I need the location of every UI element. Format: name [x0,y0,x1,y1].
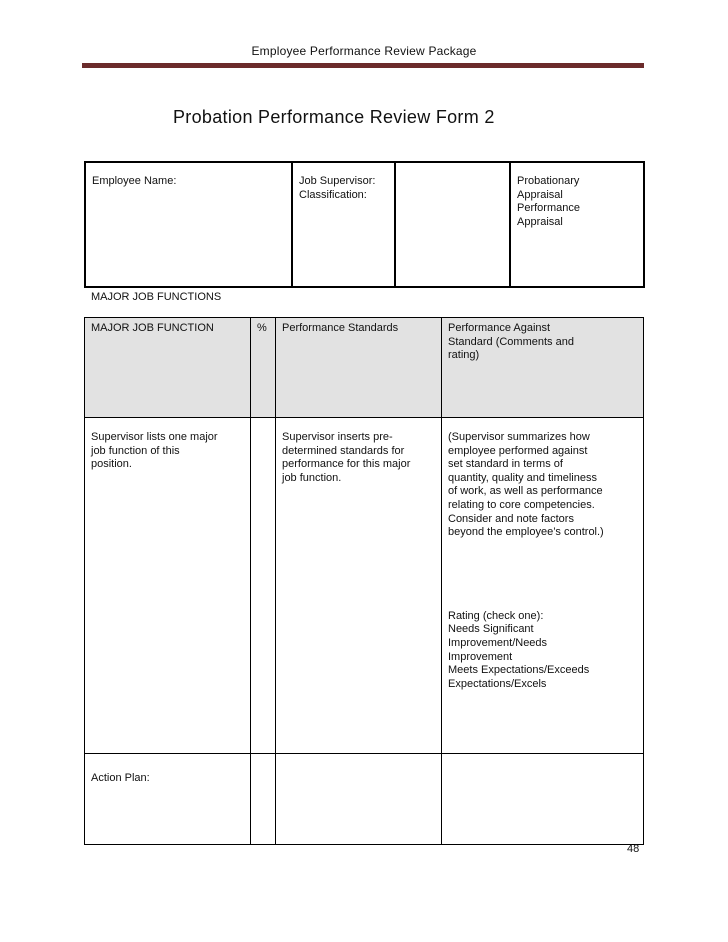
action-plan-standards-cell[interactable] [276,754,442,845]
job-functions-table [84,317,644,845]
action-plan-label: Action Plan: [91,772,150,784]
header-standards [276,318,442,418]
table-header-row [85,318,644,418]
against-text: (Supervisor summarizes how employee performed against set standard in terms of quantity, quality and timeliness of work, as well as performance relating to core competencies. Consider and note factors beyond the employee’s control.) [448,431,604,539]
table-row [85,418,644,754]
section-label: MAJOR JOB FUNCTIONS [91,291,222,303]
supervisor-value-cell[interactable] [395,162,510,287]
standards-cell[interactable] [276,418,442,754]
action-plan-cell[interactable] [85,754,251,845]
percent-cell[interactable] [251,418,276,754]
employee-name-cell[interactable] [85,162,292,287]
against-cell[interactable] [442,418,644,754]
action-plan-against-cell[interactable] [442,754,644,845]
header-function-label: MAJOR JOB FUNCTION [91,322,214,334]
header-percent [251,318,276,418]
supervisor-label: Job Supervisor: Classification: [299,175,376,201]
probationary-label: Probationary Appraisal Performance Appraisal [517,175,580,228]
supervisor-cell[interactable] [292,162,395,287]
page-header-title: Employee Performance Review Package [251,44,477,58]
action-plan-row [85,754,644,845]
header-against-label: Performance Against Standard (Comments and rating) [448,322,574,362]
page-number: 48 [627,843,640,855]
employee-info-table [84,161,645,288]
action-plan-percent-cell[interactable] [251,754,276,845]
header-function [85,318,251,418]
function-text: Supervisor lists one major job function of this position. [91,431,218,471]
rating-text: Rating (check one): Needs Significant Improvement/Needs Improvement Meets Expectations/Exceeds Expectations/Excels [448,609,590,690]
standards-text: Supervisor inserts pre- determined standards for performance for this major job function. [282,431,411,484]
header-percent-label: % [257,322,267,334]
function-cell[interactable] [85,418,251,754]
probationary-cell[interactable] [510,162,644,287]
header-against [442,318,644,418]
form-title: Probation Performance Review Form 2 [173,107,495,127]
employee-name-label: Employee Name: [92,175,177,187]
header-rule [82,63,644,68]
header-standards-label: Performance Standards [282,322,399,334]
